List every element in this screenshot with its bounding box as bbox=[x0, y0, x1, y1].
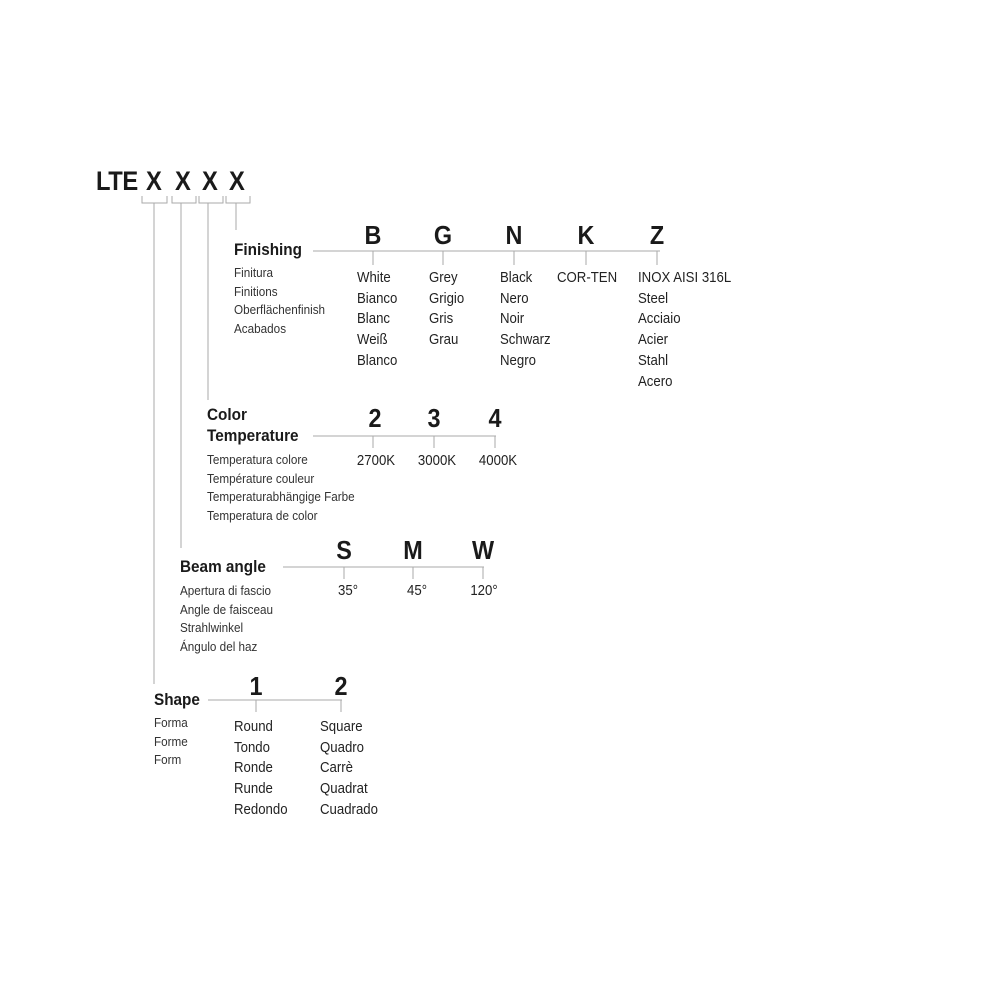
value: Runde bbox=[234, 780, 273, 798]
translation: Temperatura de color bbox=[207, 507, 318, 523]
value: Acciaio bbox=[638, 310, 681, 328]
finishing-translations bbox=[234, 264, 325, 338]
bracket-x2 bbox=[172, 196, 196, 203]
finishing-option-letter: B bbox=[364, 220, 382, 250]
value: Stahl bbox=[638, 351, 669, 369]
code-placeholder-1: X bbox=[146, 166, 162, 196]
value: Gris bbox=[429, 310, 454, 328]
title-line: Temperature bbox=[207, 426, 299, 445]
value: COR-TEN bbox=[557, 269, 618, 286]
value: Blanco bbox=[357, 351, 398, 369]
value: Steel bbox=[638, 289, 669, 307]
value: White bbox=[357, 269, 391, 286]
beam-angle-translations bbox=[180, 582, 273, 656]
finishing-title: Finishing bbox=[234, 240, 302, 259]
finishing-white-values bbox=[357, 268, 397, 372]
translation: Strahlwinkel bbox=[180, 620, 244, 635]
bracket-x4 bbox=[226, 196, 250, 203]
translation: Temperatura colore bbox=[207, 452, 308, 467]
beam-option-letter: M bbox=[403, 535, 423, 565]
value: Nero bbox=[500, 289, 529, 307]
shape-option-letter: 1 bbox=[249, 671, 263, 701]
value: Round bbox=[234, 718, 273, 735]
beam-option-letter: S bbox=[336, 535, 352, 565]
finishing-option-letter: N bbox=[505, 220, 523, 250]
finishing-option-letter: G bbox=[433, 220, 453, 250]
value: Grau bbox=[429, 331, 459, 349]
value: Ronde bbox=[234, 759, 273, 777]
beam-option-value: 35° bbox=[338, 582, 358, 599]
translation: Forme bbox=[154, 733, 188, 749]
value: Weiß bbox=[357, 331, 388, 349]
title-line: Color bbox=[207, 405, 247, 424]
translation: Form bbox=[154, 752, 182, 767]
code-prefix: LTE bbox=[96, 166, 138, 196]
beam-option-letter: W bbox=[471, 535, 495, 565]
shape-title: Shape bbox=[154, 690, 200, 709]
bracket-x1 bbox=[142, 196, 167, 203]
shape-translations bbox=[154, 714, 188, 770]
finishing-grey-values bbox=[429, 268, 464, 351]
value: Negro bbox=[500, 351, 536, 369]
shape-option-letter: 2 bbox=[334, 671, 348, 701]
value: Square bbox=[320, 718, 363, 735]
value: Grey bbox=[429, 269, 458, 286]
color-temperature-title bbox=[207, 404, 299, 446]
finishing-black-values bbox=[500, 268, 551, 372]
color-option-value: 3000K bbox=[417, 452, 457, 469]
bracket-x3 bbox=[199, 196, 223, 203]
shape-round-values bbox=[234, 717, 288, 821]
value: INOX AISI 316L bbox=[638, 269, 732, 286]
value: Quadro bbox=[320, 738, 365, 756]
value: Acero bbox=[638, 372, 673, 390]
translation: Temperaturabhängige Farbe bbox=[207, 489, 355, 504]
shape-square-values bbox=[320, 717, 378, 821]
finishing-option-letter: Z bbox=[649, 220, 665, 250]
translation: Finitions bbox=[234, 283, 278, 299]
beam-angle-title: Beam angle bbox=[180, 557, 266, 576]
finishing-option-letter: K bbox=[577, 220, 595, 250]
value: Noir bbox=[500, 310, 525, 328]
product-code bbox=[96, 166, 138, 197]
translation: Ángulo del haz bbox=[180, 638, 258, 654]
value: Quadrat bbox=[320, 780, 368, 798]
color-option-letter: 2 bbox=[368, 403, 382, 433]
value: Acier bbox=[638, 331, 669, 349]
value: Black bbox=[500, 269, 533, 286]
value: Schwarz bbox=[500, 331, 551, 349]
color-temperature-translations bbox=[207, 451, 355, 525]
code-placeholder-3: X bbox=[202, 166, 218, 196]
value: Blanc bbox=[357, 310, 391, 328]
value: Grigio bbox=[429, 289, 465, 307]
beam-option-value: 45° bbox=[407, 582, 427, 599]
value: Cuadrado bbox=[320, 800, 378, 818]
translation: Température couleur bbox=[207, 470, 315, 486]
translation: Oberflächenfinish bbox=[234, 302, 326, 317]
translation: Finitura bbox=[234, 265, 274, 280]
color-option-value: 4000K bbox=[478, 452, 518, 469]
value: Redondo bbox=[234, 800, 288, 818]
code-placeholder-2: X bbox=[175, 166, 191, 196]
color-option-letter: 4 bbox=[488, 403, 502, 433]
beam-option-value: 120° bbox=[470, 582, 498, 599]
value: Bianco bbox=[357, 289, 398, 307]
value: Tondo bbox=[234, 738, 270, 756]
translation: Acabados bbox=[234, 320, 287, 336]
finishing-corten-values bbox=[557, 268, 617, 289]
finishing-inox-values bbox=[638, 268, 731, 392]
color-option-value: 2700K bbox=[356, 452, 396, 469]
translation: Angle de faisceau bbox=[180, 601, 274, 617]
translation: Apertura di fascio bbox=[180, 583, 272, 598]
value: Carrè bbox=[320, 759, 354, 777]
code-placeholder-4: X bbox=[229, 166, 245, 196]
color-option-letter: 3 bbox=[427, 403, 441, 433]
translation: Forma bbox=[154, 715, 188, 730]
